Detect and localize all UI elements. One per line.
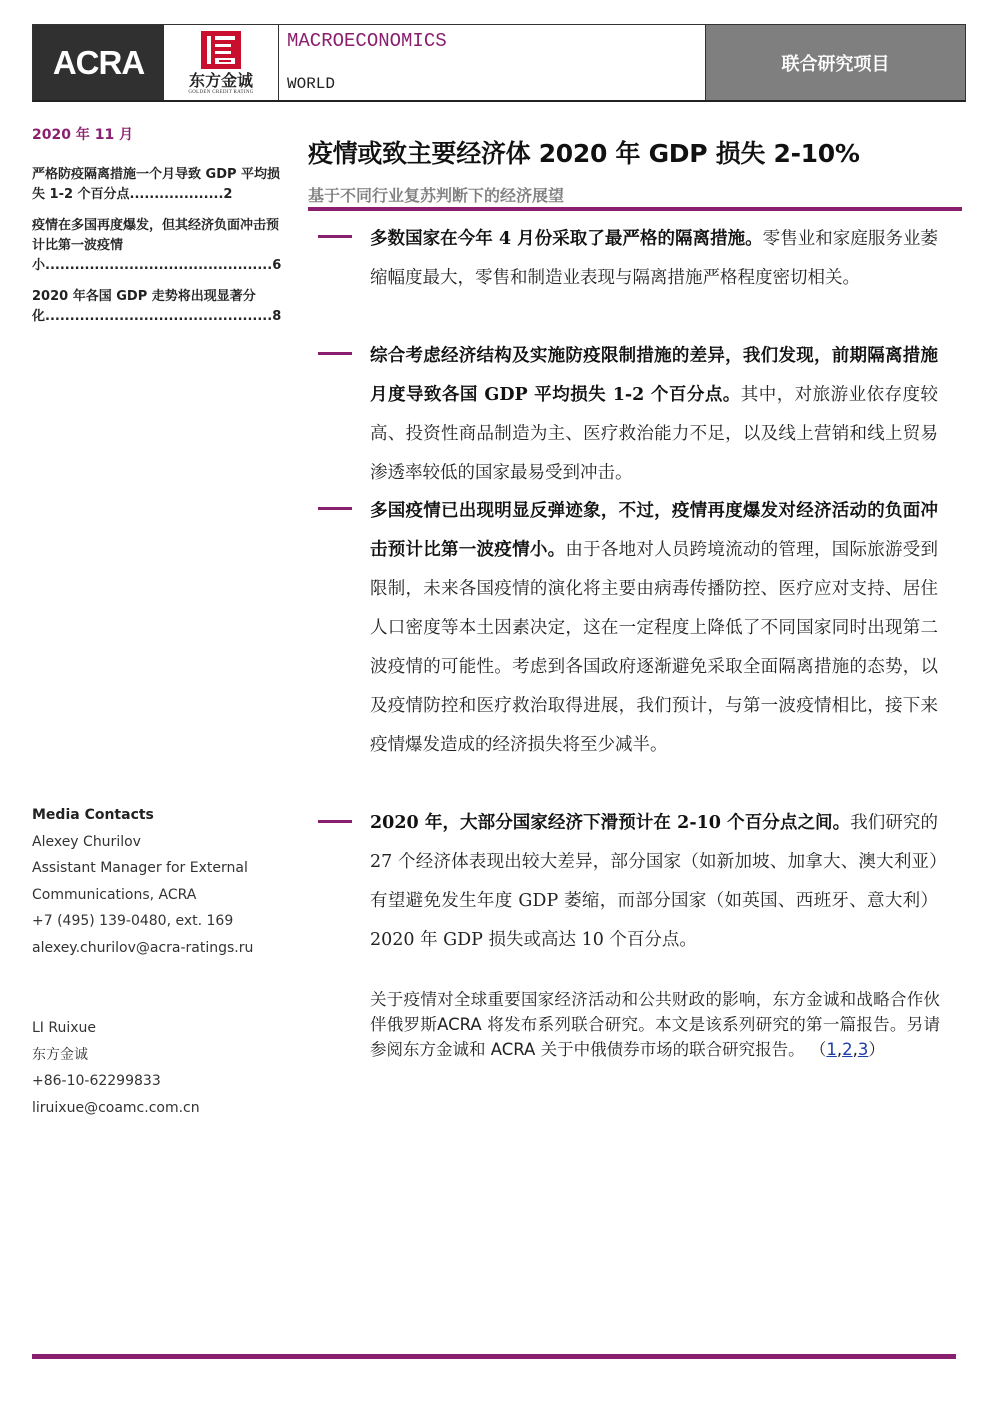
- bullet-dash-icon: [318, 820, 352, 823]
- contact-title: Assistant Manager for External: [32, 860, 248, 876]
- header-section-panel: [279, 25, 705, 100]
- toc-item[interactable]: [32, 165, 282, 205]
- key-point-bold: 多国疫情已出现明显反弹迹象，不过，疫情再度爆发对经济活动的负面冲击预计比第一波疫情小。: [370, 501, 938, 560]
- report-link-1[interactable]: 1: [826, 1040, 837, 1059]
- key-point-paragraph: [370, 492, 938, 765]
- toc-item-text: 2020 年各国 GDP 走势将出现显著分化: [32, 289, 256, 324]
- key-point-text: 其中，对旅游业依存度较高、投资性商品制造为主、医疗救治能力不足，以及线上营销和线上贸易渗透率较低的国家最易受到冲击。: [370, 385, 939, 483]
- contact-title-org: Communications, ACRA: [32, 886, 197, 903]
- toc-dots: ..............................................: [45, 258, 273, 273]
- toc-dots: ...................: [129, 187, 224, 202]
- toc-item-text: 严格防疫隔离措施一个月导致 GDP 平均损失 1-2 个百分点: [32, 167, 281, 202]
- contact-org: 东方金诚: [32, 1046, 88, 1063]
- golden-credit-seal-icon: [199, 30, 243, 70]
- key-point-bold: 2020 年，大部分国家经济下滑预计在 2-10 个百分点之间。: [370, 813, 851, 833]
- report-link-3[interactable]: 3: [857, 1040, 869, 1059]
- links-close-paren: ）: [868, 1040, 885, 1059]
- report-link-2[interactable]: 2: [842, 1040, 853, 1059]
- golden-credit-logo-cn: 东方金诚: [188, 70, 253, 90]
- key-point-paragraph: [370, 220, 938, 298]
- key-point-bold: 综合考虑经济结构及实施防疫限制措施的差异，我们发现，前期隔离措施月度导致各国 GDP 平均损失 1-2 个百分点。: [370, 346, 938, 405]
- media-contacts-heading: Media Contacts: [32, 807, 154, 823]
- toc-item[interactable]: [32, 287, 282, 327]
- links-open-paren: （: [809, 1040, 827, 1059]
- contact-name: LI Ruixue: [32, 1020, 97, 1036]
- bullet-dash-icon: [318, 235, 352, 238]
- footer-divider: [32, 1354, 956, 1359]
- report-subtitle: 基于不同行业复苏判断下的经济展望: [308, 186, 565, 205]
- series-note: 关于疫情对全球重要国家经济活动和公共财政的影响，东方金诚和战略合作伙伴俄罗斯ACRA 将发布系列联合研究。本文是该系列研究的第一篇报告。另请参阅东方金诚和 ACRA 关于中俄债券市场的联合研究报告。 （1,2,3）: [370, 990, 940, 1059]
- series-note-text: 关于疫情对全球重要国家经济活动和公共财政的影响，东方金诚和战略合作伙伴俄罗斯ACRA 将发布系列联合研究。本文是该系列研究的第一篇报告。另请参阅东方金诚和 ACRA 关于中俄债券市场的联合研究报告。: [370, 990, 940, 1059]
- contact-block-2: [32, 1015, 292, 1121]
- key-point-paragraph: [370, 337, 938, 493]
- contact-phone: +7 (495) 139-0480, ext. 169: [32, 913, 234, 929]
- toc-item[interactable]: [32, 216, 282, 276]
- region-label: WORLD: [287, 75, 336, 93]
- acra-logo: ACRA: [33, 25, 164, 100]
- key-point-paragraph: [370, 804, 938, 960]
- toc-item-text: 疫情在多国再度爆发，但其经济负面冲击预计比第一波疫情小: [32, 218, 280, 273]
- key-point-text: 由于各地对人员跨境流动的管理，国际旅游受到限制，未来各国疫情的演化将主要由病毒传播防控、医疗应对支持、居住人口密度等本土因素决定，这在一定程度上降低了不同国家同时出现第二波疫情的可能性。考虑到各国政府逐渐避免采取全面隔离措施的态势，以及疫情防控和医疗救治取得进展，我们预计，与第一波疫情相比，接下来疫情爆发造成的经济损失将至少减半。: [370, 540, 939, 755]
- contact-email[interactable]: liruixue@coamc.com.cn: [32, 1099, 200, 1116]
- media-contacts: [32, 802, 292, 961]
- toc-page-number: 2: [223, 187, 233, 202]
- report-title: 疫情或致主要经济体 2020 年 GDP 损失 2-10%: [308, 139, 860, 168]
- title-divider: [308, 207, 962, 211]
- golden-credit-logo-en: GOLDEN CREDIT RATING: [188, 89, 254, 95]
- section-label: MACROECONOMICS: [287, 30, 447, 52]
- key-point-bold: 多数国家在今年 4 月份采取了最严格的隔离措施。: [370, 229, 763, 249]
- contact-phone: +86-10-62299833: [32, 1073, 161, 1089]
- report-header: [32, 24, 966, 102]
- contact-email[interactable]: alexey.churilov@acra-ratings.ru: [32, 939, 254, 956]
- toc-dots: ..............................................: [45, 309, 273, 324]
- toc-page-number: 6: [272, 258, 282, 273]
- golden-credit-logo: [164, 25, 279, 100]
- key-point-text: 我们研究的 27 个经济体表现出较大差异，部分国家（如新加坡、加拿大、澳大利亚）有望避免发生年度 GDP 萎缩，而部分国家（如英国、西班牙、意大利）2020 年 GDP 损失或高达 10 个百分点。: [370, 813, 939, 950]
- contact-name: Alexey Churilov: [32, 833, 141, 850]
- joint-research-label: 联合研究项目: [705, 25, 965, 100]
- bullet-dash-icon: [318, 352, 352, 355]
- key-point-text: 零售业和家庭服务业萎缩幅度最大，零售和制造业表现与隔离措施严格程度密切相关。: [370, 229, 938, 288]
- toc-page-number: 8: [272, 309, 282, 324]
- report-date: 2020 年 11 月: [32, 127, 134, 143]
- bullet-dash-icon: [318, 507, 352, 510]
